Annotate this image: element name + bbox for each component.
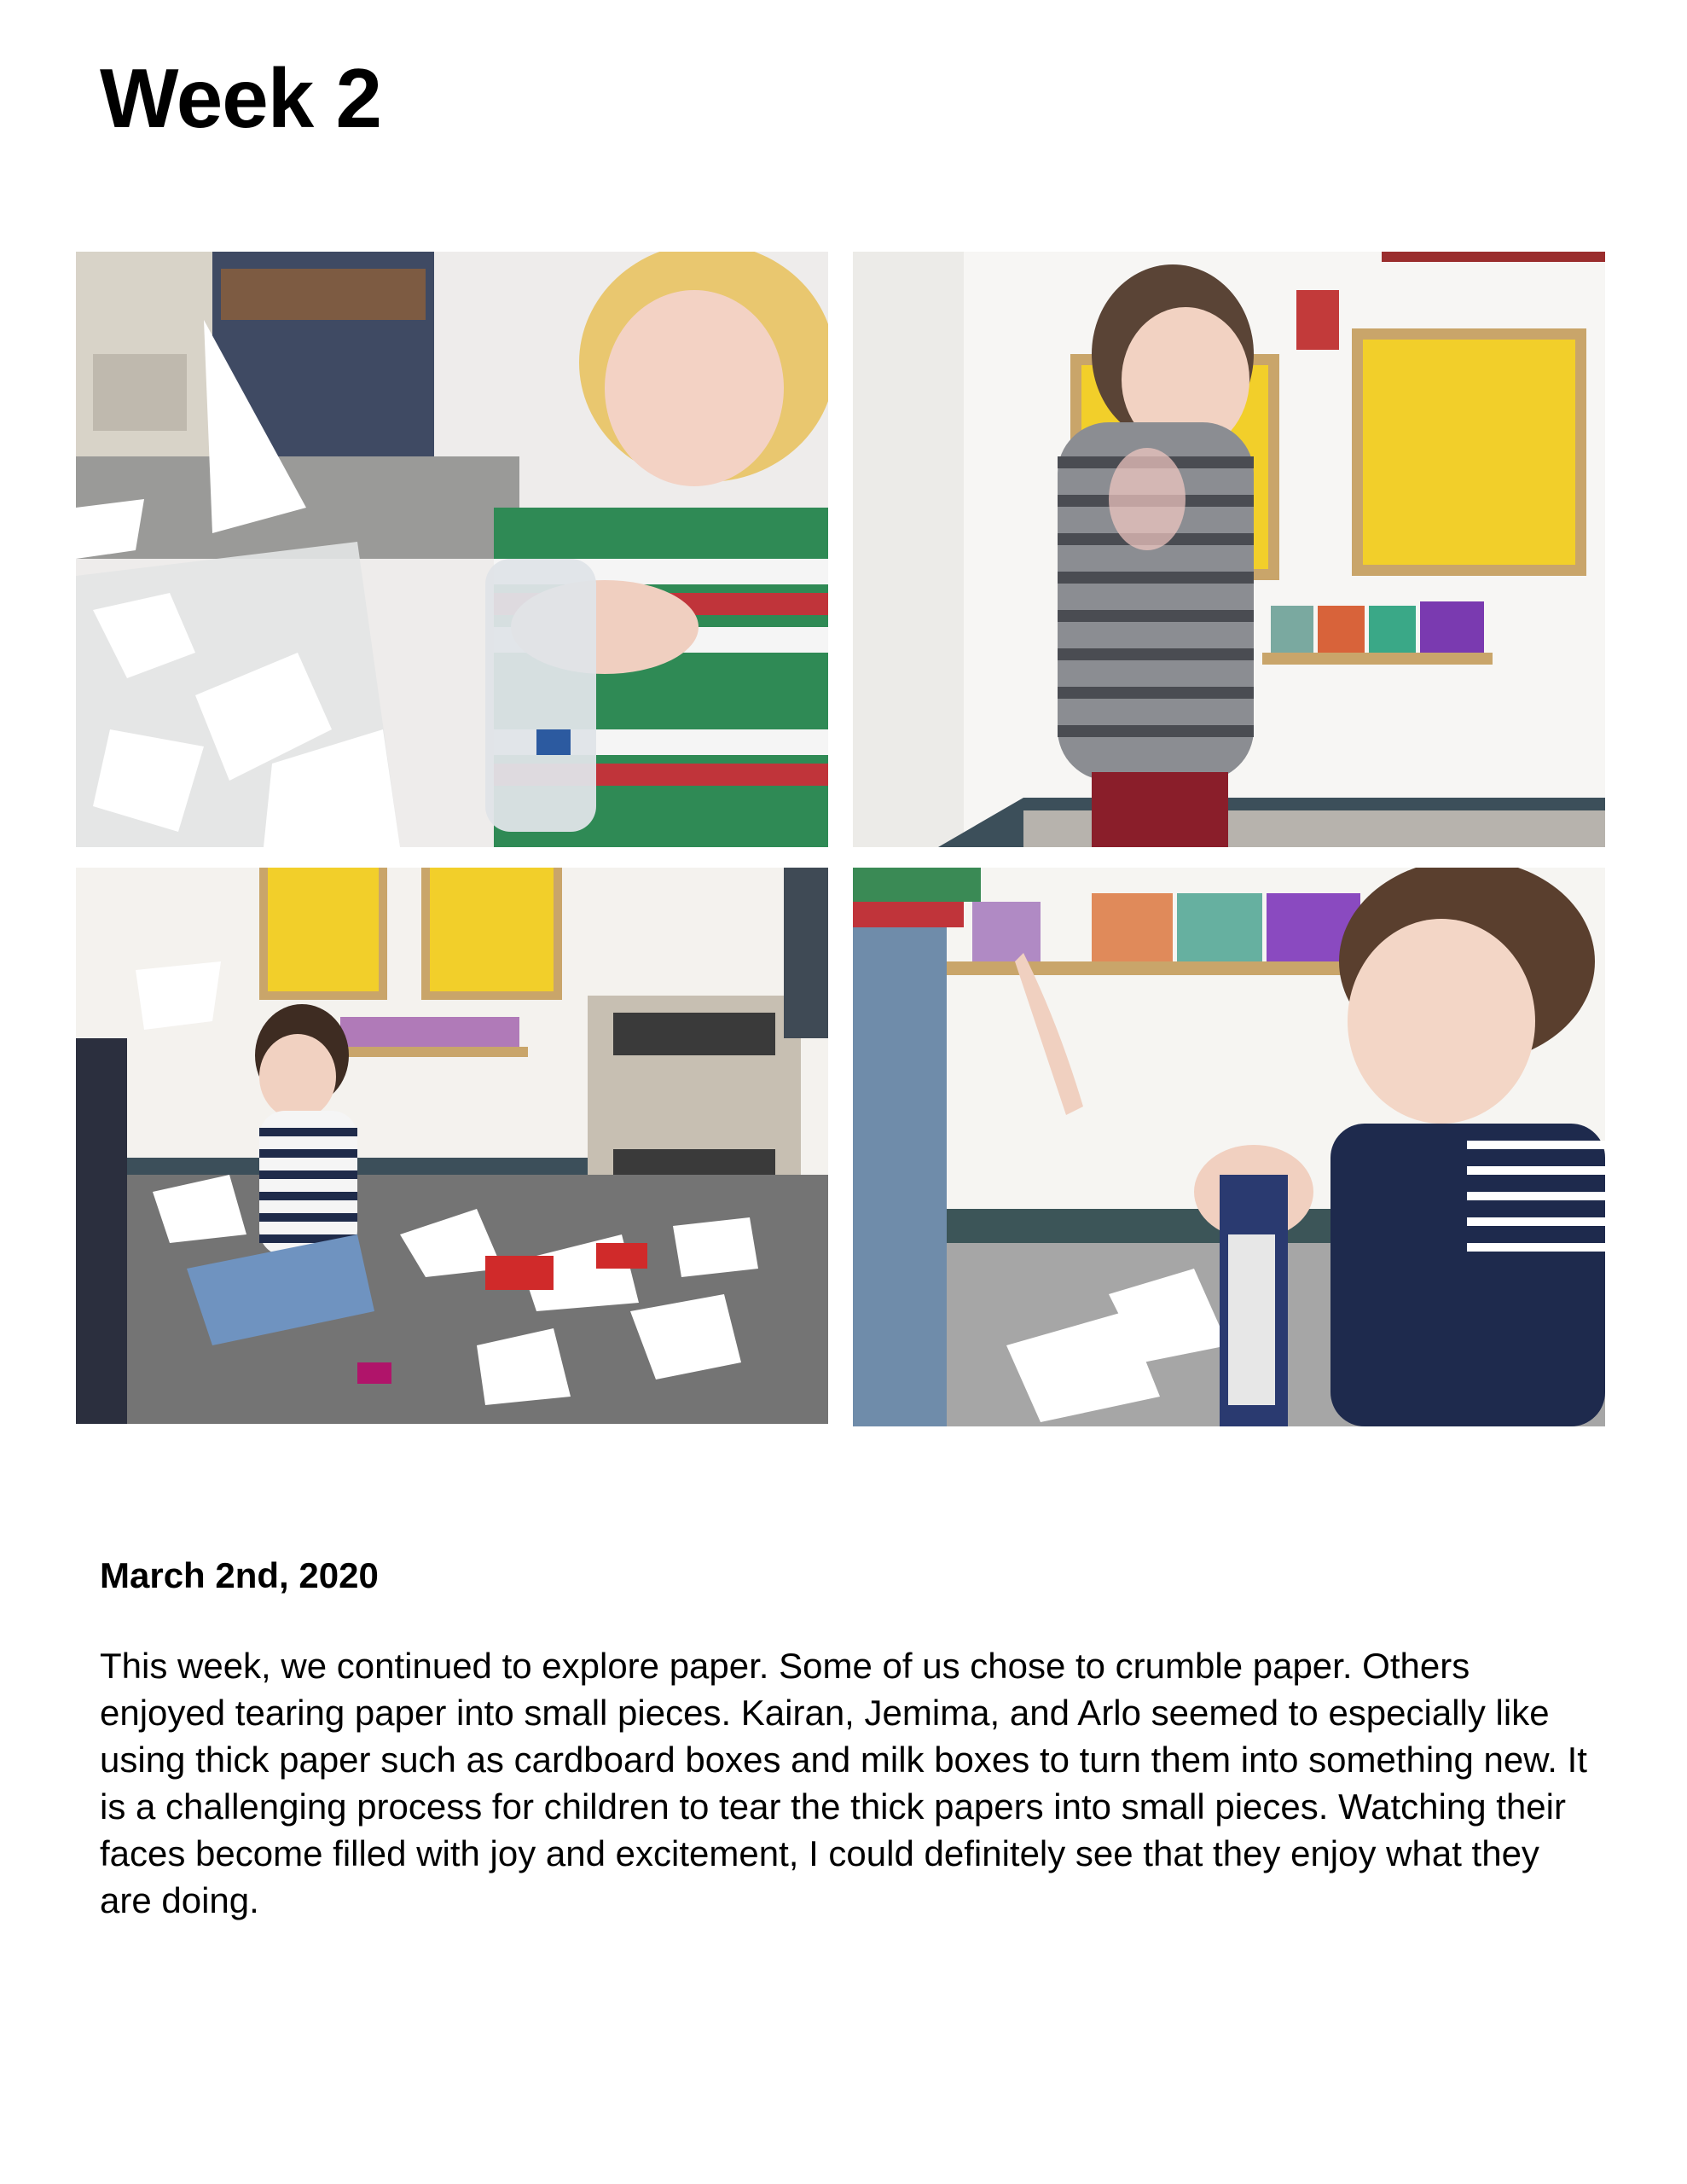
photo-boy-by-pegboard [853,252,1605,847]
photo-boy-tearing-box [853,868,1605,1426]
body-paragraph: This week, we continued to explore paper. Some of us chose to crumble paper. Others enjoyed tearing paper into small pieces. Kairan, Jemima, and Arlo seemed to especially like using thick paper such as cardboard boxes and milk boxes to turn them into something new. It is a challenging process for children to tear the thick papers into small pieces. Watching their faces become filled with joy and excitement, I could definitely see that they enjoy what they are doing. [100,1646,1587,1920]
photo-boy-on-floor [76,868,828,1424]
photo-child-with-bottle [76,252,828,847]
date-heading: March 2nd, 2020 [100,1555,379,1595]
page-title: Week 2 [100,51,381,145]
